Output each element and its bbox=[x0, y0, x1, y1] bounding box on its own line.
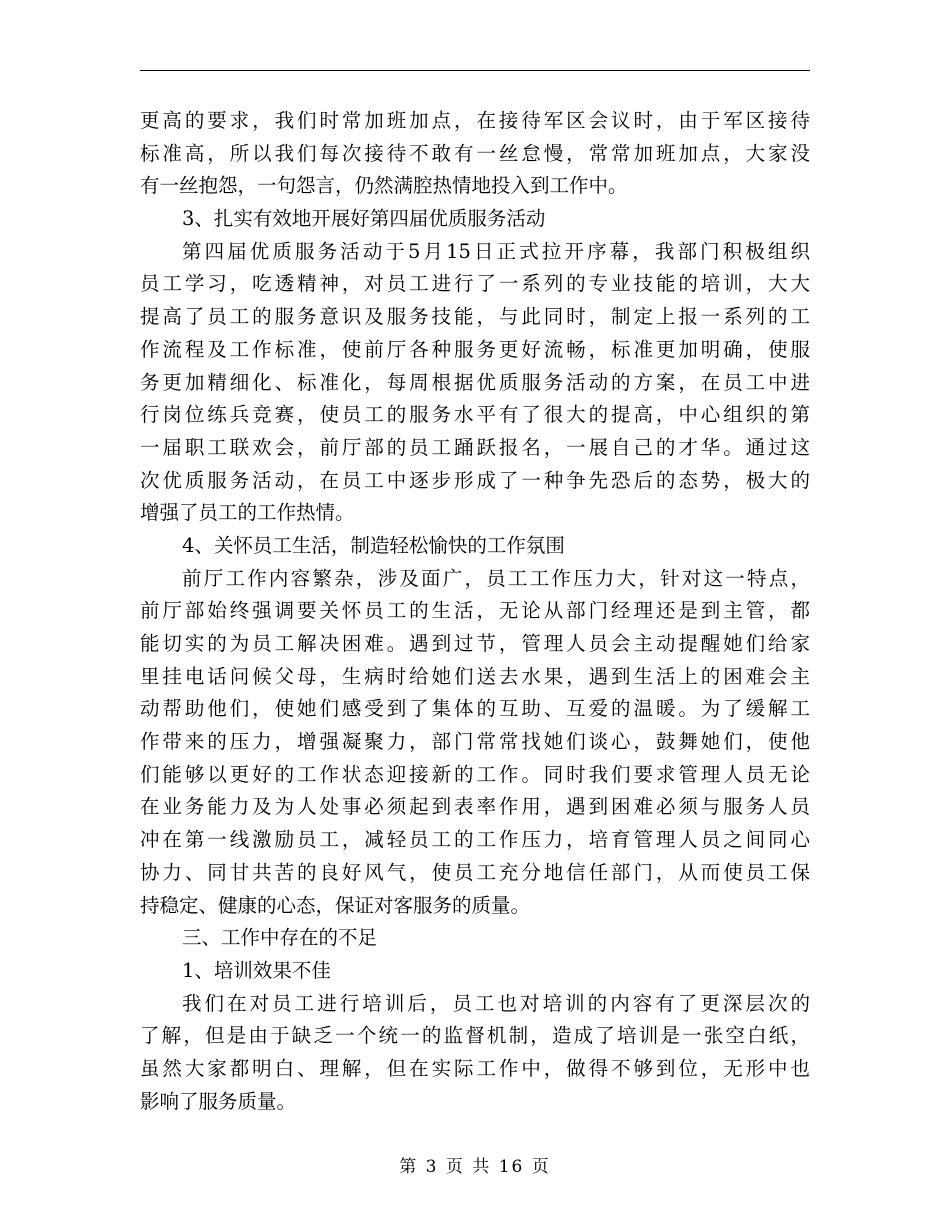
paragraph-line: 在业务能力及为人处事必须起到表率作用，遇到困难必须与服务人员 bbox=[140, 795, 810, 819]
paragraph-line: 更高的要求，我们时常加班加点，在接待军区会议时，由于军区接待 bbox=[140, 109, 810, 132]
section-heading: 4、关怀员工生活，制造轻松愉快的工作氛围 bbox=[182, 533, 565, 557]
paragraph-line: 务更加精细化、标准化，每周根据优质服务活动的方案，在员工中进 bbox=[140, 370, 810, 394]
paragraph-line: 行岗位练兵竞赛，使员工的服务水平有了很大的提高，中心组织的第 bbox=[140, 403, 810, 427]
paragraph-line: 提高了员工的服务意识及服务技能，与此同时，制定上报一系列的工 bbox=[140, 305, 810, 329]
paragraph-line: 标准高，所以我们每次接待不敢有一丝怠慢，常常加班加点，大家没 bbox=[140, 141, 810, 165]
paragraph-line: 了解，但是由于缺乏一个统一的监督机制，造成了培训是一张空白纸， bbox=[140, 1024, 810, 1048]
paragraph-line: 次优质服务活动，在员工中逐步形成了一种争先恐后的态势，极大的 bbox=[140, 468, 810, 492]
paragraph-line: 前厅部始终强调要关怀员工的生活，无论从部门经理还是到主管，都 bbox=[140, 599, 810, 623]
paragraph-line: 我们在对员工进行培训后，员工也对培训的内容有了更深层次的 bbox=[182, 991, 810, 1015]
subsection-heading: 1、培训效果不佳 bbox=[182, 958, 331, 982]
paragraph-line: 协力、同甘共苦的良好风气，使员工充分地信任部门，从而使员工保 bbox=[140, 860, 810, 884]
section-heading: 3、扎实有效地开展好第四届优质服务活动 bbox=[182, 207, 546, 231]
paragraph-line: 前厅工作内容繁杂，涉及面广，员工工作压力大，针对这一特点， bbox=[182, 566, 810, 590]
paragraph-line: 作带来的压力，增强凝聚力，部门常常找她们谈心，鼓舞她们，使他 bbox=[140, 730, 810, 754]
paragraph-line: 里挂电话问候父母，生病时给她们送去水果，遇到生活上的困难会主 bbox=[140, 664, 810, 688]
paragraph-line: 增强了员工的工作热情。 bbox=[140, 501, 355, 525]
paragraph-line: 一届职工联欢会，前厅部的员工踊跃报名，一展自己的才华。通过这 bbox=[140, 435, 810, 459]
paragraph-line: 持稳定、健康的心态，保证对客服务的质量。 bbox=[140, 893, 531, 917]
paragraph-line: 第四届优质服务活动于5月15日正式拉开序幕，我部门积极组织 bbox=[182, 239, 810, 263]
header-rule bbox=[140, 70, 810, 71]
paragraph-line: 作流程及工作标准，使前厅各种服务更好流畅，标准更加明确，使服 bbox=[140, 337, 810, 361]
paragraph-line: 能切实的为员工解决困难。遇到过节，管理人员会主动提醒她们给家 bbox=[140, 632, 810, 655]
paragraph-line: 虽然大家都明白、理解，但在实际工作中，做得不够到位，无形中也 bbox=[140, 1056, 810, 1080]
page-number-footer: 第 3 页 共 16 页 bbox=[399, 1157, 551, 1177]
paragraph-line: 影响了服务质量。 bbox=[140, 1089, 297, 1113]
document-body bbox=[140, 105, 810, 1118]
paragraph-line: 有一丝抱怨，一句怨言，仍然满腔热情地投入到工作中。 bbox=[140, 174, 628, 198]
paragraph-line: 冲在第一线激励员工，减轻员工的工作压力，培育管理人员之间同心 bbox=[140, 828, 810, 852]
paragraph-line: 员工学习，吃透精神，对员工进行了一系列的专业技能的培训，大大 bbox=[140, 272, 810, 296]
section-heading: 三、工作中存在的不足 bbox=[182, 926, 378, 950]
paragraph-line: 动帮助他们，使她们感受到了集体的互助、互爱的温暖。为了缓解工 bbox=[140, 697, 810, 721]
paragraph-line: 们能够以更好的工作状态迎接新的工作。同时我们要求管理人员无论 bbox=[140, 762, 810, 786]
